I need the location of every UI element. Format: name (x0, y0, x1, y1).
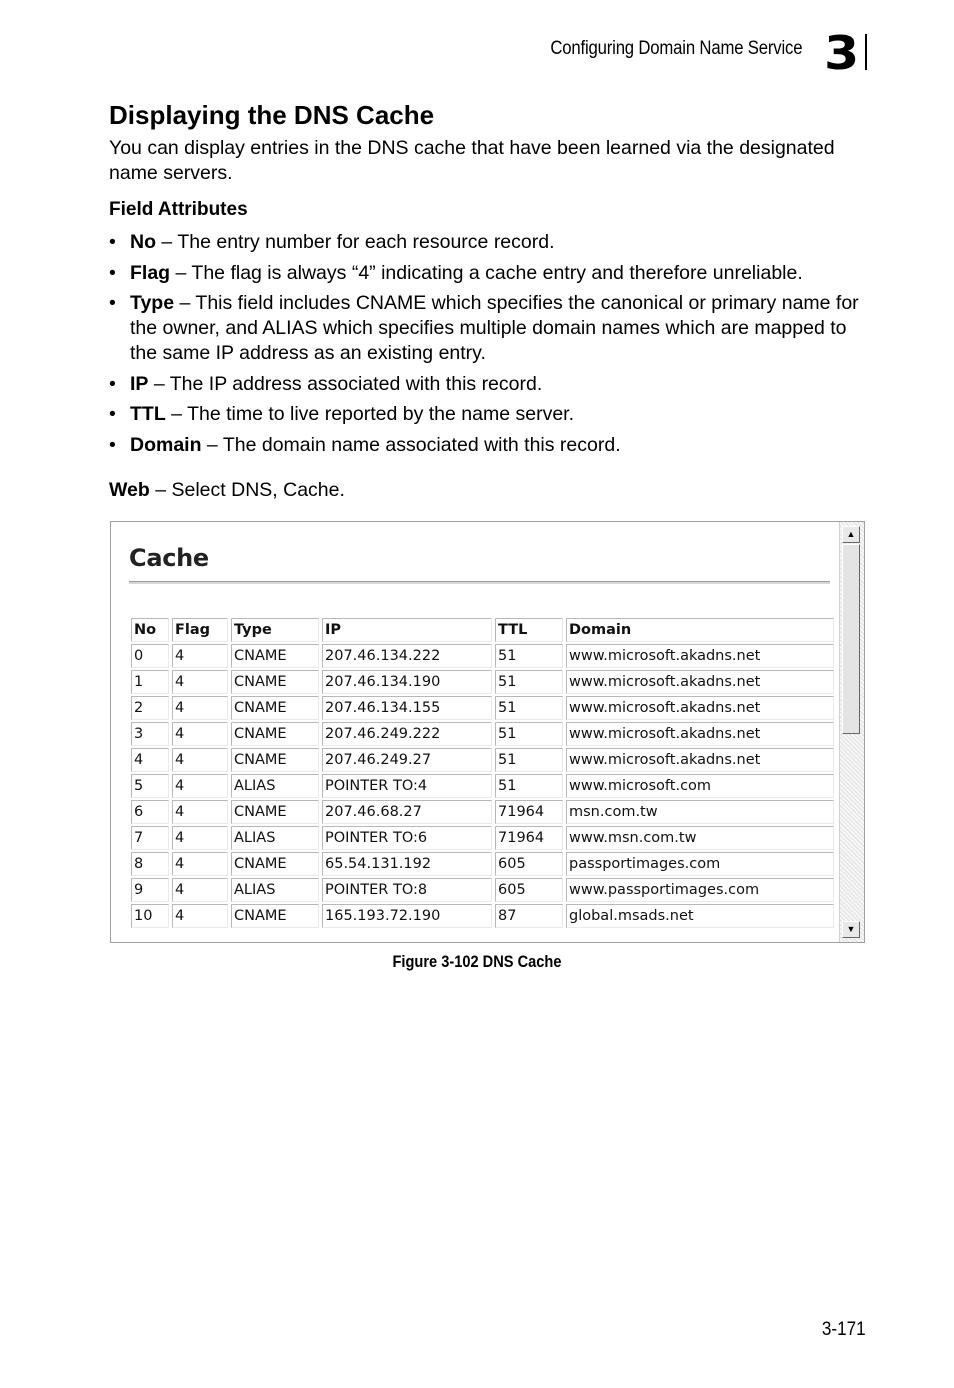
dns-cache-screenshot (110, 521, 865, 943)
cell-ttl: 51 (495, 670, 563, 694)
field-term: Flag (130, 261, 171, 284)
column-header-ip: IP (322, 618, 492, 642)
field-term: TTL (130, 403, 166, 425)
cell-ttl: 51 (495, 748, 563, 772)
cell-domain: global.msads.net (566, 904, 834, 928)
title-divider (129, 581, 830, 585)
cell-no: 0 (131, 644, 169, 668)
cell-type: CNAME (231, 904, 319, 928)
cell-ip: POINTER TO:4 (322, 774, 492, 798)
table-row (131, 722, 834, 746)
cell-no: 3 (131, 722, 169, 746)
cell-ip: 207.46.68.27 (322, 800, 492, 824)
cell-type: ALIAS (231, 774, 319, 798)
column-header-type: Type (231, 618, 319, 642)
cell-domain: www.msn.com.tw (566, 826, 834, 850)
cell-ip: 207.46.249.222 (322, 722, 492, 746)
cell-type: ALIAS (231, 878, 319, 902)
cell-domain: www.passportimages.com (566, 878, 834, 902)
cell-ttl: 51 (495, 774, 563, 798)
field-item (109, 230, 869, 255)
cell-ip: 207.46.134.190 (322, 670, 492, 694)
field-attributes-list (109, 230, 869, 463)
cell-ttl: 71964 (495, 826, 563, 850)
cell-flag: 4 (172, 748, 228, 772)
cell-type: CNAME (231, 800, 319, 824)
cell-flag: 4 (172, 670, 228, 694)
vertical-scrollbar[interactable] (839, 522, 864, 942)
cell-ip: 165.193.72.190 (322, 904, 492, 928)
field-term: IP (130, 372, 149, 395)
cache-title: Cache (129, 544, 209, 572)
cell-no: 1 (131, 670, 169, 694)
table-row (131, 878, 834, 902)
cell-type: ALIAS (231, 826, 319, 850)
column-header-ttl: TTL (495, 618, 563, 642)
cell-no: 10 (131, 904, 169, 928)
cell-type: CNAME (231, 670, 319, 694)
intro-paragraph: You can display entries in the DNS cache that have been learned via the designated name servers. (109, 137, 835, 184)
field-desc: – The time to live reported by the name server. (165, 403, 574, 425)
table-row (131, 800, 834, 824)
field-term: Domain (130, 433, 202, 456)
cell-flag: 4 (172, 826, 228, 850)
cell-no: 8 (131, 852, 169, 876)
field-desc: – The flag is always “4” indicating a cache entry and therefore unreliable. (170, 261, 803, 284)
cell-ip: 207.46.134.155 (322, 696, 492, 720)
cell-type: CNAME (231, 852, 319, 876)
bullet-icon: • (109, 433, 116, 456)
figure-caption: Figure 3-102 DNS Cache (392, 952, 562, 971)
chapter-number: 3 (824, 26, 859, 80)
cell-no: 6 (131, 800, 169, 824)
web-label: Web (109, 479, 150, 501)
cell-domain: www.microsoft.akadns.net (566, 644, 834, 668)
table-row (131, 852, 834, 876)
cell-flag: 4 (172, 774, 228, 798)
scroll-down-arrow-icon[interactable]: ▼ (842, 921, 860, 938)
column-header-flag: Flag (172, 618, 228, 642)
cell-no: 5 (131, 774, 169, 798)
bullet-icon: • (109, 372, 116, 395)
column-header-domain: Domain (566, 618, 834, 642)
cell-domain: www.microsoft.akadns.net (566, 722, 834, 746)
scrollbar-thumb[interactable] (842, 544, 860, 734)
cell-domain: www.microsoft.akadns.net (566, 696, 834, 720)
table-row (131, 670, 834, 694)
field-term: No (130, 231, 156, 253)
cell-ip: 65.54.131.192 (322, 852, 492, 876)
cell-ttl: 87 (495, 904, 563, 928)
cell-type: CNAME (231, 696, 319, 720)
table-row (131, 644, 834, 668)
field-item (109, 433, 869, 458)
web-instruction (109, 479, 345, 502)
bullet-icon: • (109, 261, 116, 284)
cell-ttl: 51 (495, 696, 563, 720)
cell-domain: msn.com.tw (566, 800, 834, 824)
bullet-icon: • (109, 403, 116, 425)
cell-type: CNAME (231, 748, 319, 772)
table-row (131, 748, 834, 772)
cell-type: CNAME (231, 644, 319, 668)
cell-type: CNAME (231, 722, 319, 746)
table-header-row (131, 618, 834, 642)
cell-no: 9 (131, 878, 169, 902)
bullet-icon: • (109, 292, 116, 314)
field-desc: – The entry number for each resource record. (156, 231, 555, 253)
cell-no: 2 (131, 696, 169, 720)
cell-flag: 4 (172, 696, 228, 720)
table-body (131, 644, 834, 928)
field-term: Type (130, 292, 175, 314)
field-desc: – The domain name associated with this record. (201, 433, 621, 456)
cell-domain: passportimages.com (566, 852, 834, 876)
field-item (109, 291, 869, 366)
cell-flag: 4 (172, 904, 228, 928)
cell-flag: 4 (172, 722, 228, 746)
chapter-divider (865, 34, 867, 70)
cell-flag: 4 (172, 800, 228, 824)
cell-ttl: 605 (495, 852, 563, 876)
cell-ip: POINTER TO:8 (322, 878, 492, 902)
field-attributes-heading: Field Attributes (109, 199, 248, 220)
cell-ttl: 51 (495, 722, 563, 746)
cell-domain: www.microsoft.akadns.net (566, 670, 834, 694)
field-item (109, 402, 869, 427)
cell-domain: www.microsoft.com (566, 774, 834, 798)
cell-flag: 4 (172, 852, 228, 876)
cell-ip: 207.46.134.222 (322, 644, 492, 668)
column-header-no: No (131, 618, 169, 642)
cell-domain: www.microsoft.akadns.net (566, 748, 834, 772)
table-row (131, 826, 834, 850)
field-item (109, 261, 869, 286)
cell-no: 7 (131, 826, 169, 850)
field-desc: – This field includes CNAME which specifies the canonical or primary name for the owner, and ALIAS which specifies multiple domain names which are mapped to the same IP address as an existing entry. (130, 292, 859, 364)
field-item (109, 372, 869, 397)
cell-ttl: 71964 (495, 800, 563, 824)
cell-ip: POINTER TO:6 (322, 826, 492, 850)
field-desc: – The IP address associated with this record. (148, 372, 543, 395)
table-row (131, 904, 834, 928)
cell-flag: 4 (172, 878, 228, 902)
running-header: Configuring Domain Name Service (550, 38, 802, 59)
scroll-up-arrow-icon[interactable]: ▲ (842, 526, 860, 543)
web-text: – Select DNS, Cache. (149, 479, 345, 501)
dns-cache-table (128, 616, 837, 930)
cell-ttl: 605 (495, 878, 563, 902)
section-title: Displaying the DNS Cache (109, 100, 435, 130)
bullet-icon: • (109, 231, 116, 253)
cell-ip: 207.46.249.27 (322, 748, 492, 772)
table-row (131, 774, 834, 798)
page-number: 3-171 (822, 1319, 866, 1340)
cell-ttl: 51 (495, 644, 563, 668)
cell-flag: 4 (172, 644, 228, 668)
cell-no: 4 (131, 748, 169, 772)
table-row (131, 696, 834, 720)
